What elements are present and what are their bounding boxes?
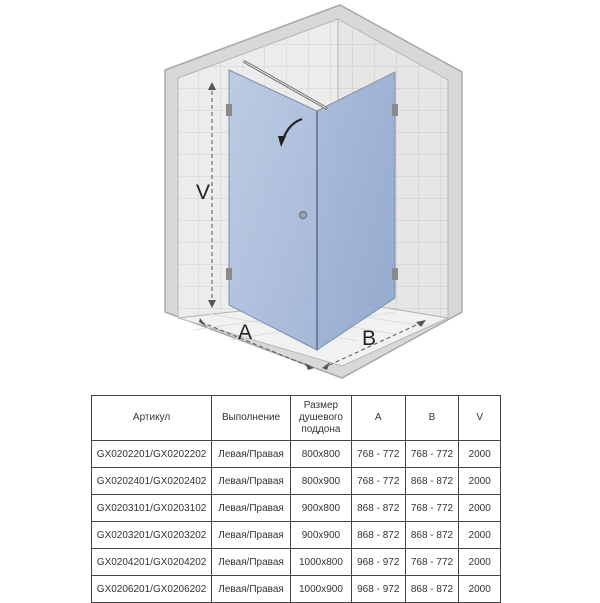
cell-execution: Левая/Правая xyxy=(212,576,291,603)
cell-article: GX0203201/GX0203202 xyxy=(92,522,212,549)
cell-article: GX0202401/GX0202402 xyxy=(92,468,212,495)
glass-panels xyxy=(229,70,395,350)
cell-v: 2000 xyxy=(459,576,501,603)
header-tray-size: Размер душевого поддона xyxy=(290,396,351,441)
dimension-label-v: V xyxy=(196,181,211,204)
cell-size: 800x900 xyxy=(290,468,351,495)
cell-article: GX0203101/GX0203102 xyxy=(92,495,212,522)
cell-v: 2000 xyxy=(459,522,501,549)
table-row xyxy=(92,549,501,576)
cell-execution: Левая/Правая xyxy=(212,549,291,576)
table-row xyxy=(92,576,501,603)
table-header-row xyxy=(92,396,501,441)
table-row xyxy=(92,468,501,495)
cell-b: 768 - 772 xyxy=(405,441,459,468)
dimension-label-a: A xyxy=(238,321,253,344)
header-article: Артикул xyxy=(92,396,212,441)
cell-b: 868 - 872 xyxy=(405,576,459,603)
cell-a: 868 - 872 xyxy=(351,522,405,549)
cell-a: 968 - 972 xyxy=(351,576,405,603)
header-execution: Выполнение xyxy=(212,396,291,441)
cell-article: GX0206201/GX0206202 xyxy=(92,576,212,603)
cell-size: 1000x800 xyxy=(290,549,351,576)
cell-execution: Левая/Правая xyxy=(212,522,291,549)
cell-a: 868 - 872 xyxy=(351,495,405,522)
header-a: A xyxy=(351,396,405,441)
table-row xyxy=(92,522,501,549)
door-knob-icon xyxy=(300,212,307,219)
header-v: V xyxy=(459,396,501,441)
cell-execution: Левая/Правая xyxy=(212,495,291,522)
cell-b: 868 - 872 xyxy=(405,522,459,549)
cell-article: GX0204201/GX0204202 xyxy=(92,549,212,576)
cell-size: 1000x900 xyxy=(290,576,351,603)
cell-b: 868 - 872 xyxy=(405,468,459,495)
cell-v: 2000 xyxy=(459,441,501,468)
spec-table xyxy=(91,395,501,603)
cell-b: 768 - 772 xyxy=(405,495,459,522)
cell-execution: Левая/Правая xyxy=(212,441,291,468)
cell-article: GX0202201/GX0202202 xyxy=(92,441,212,468)
cell-a: 768 - 772 xyxy=(351,441,405,468)
cell-a: 768 - 772 xyxy=(351,468,405,495)
cell-v: 2000 xyxy=(459,468,501,495)
table-row xyxy=(92,495,501,522)
table-row xyxy=(92,441,501,468)
front-glass-panel xyxy=(229,70,317,350)
cell-size: 900x900 xyxy=(290,522,351,549)
cell-v: 2000 xyxy=(459,549,501,576)
cell-a: 968 - 972 xyxy=(351,549,405,576)
header-b: B xyxy=(405,396,459,441)
cell-execution: Левая/Правая xyxy=(212,468,291,495)
cell-size: 900x800 xyxy=(290,495,351,522)
cell-b: 768 - 772 xyxy=(405,549,459,576)
dimension-label-b: B xyxy=(362,327,377,350)
cell-v: 2000 xyxy=(459,495,501,522)
cell-size: 800x800 xyxy=(290,441,351,468)
